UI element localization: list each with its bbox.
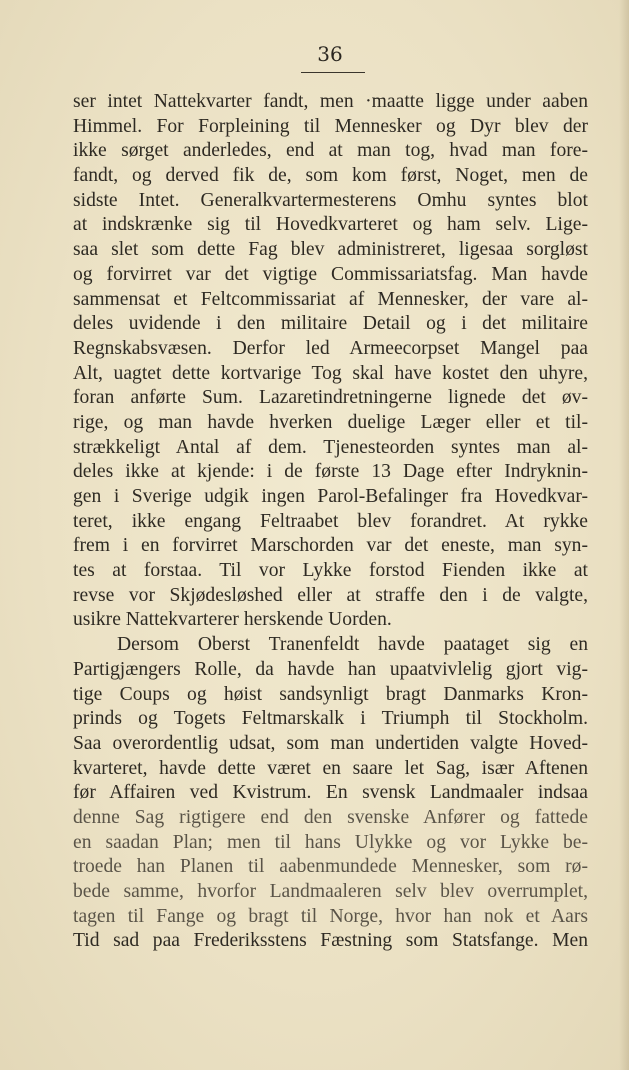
text-line: denne Sag rigtigere end den svenske Anfører og fattede (73, 806, 588, 828)
text-line: før Affairen ved Kvistrum. En svensk Landmaaler indsaa (73, 782, 588, 804)
text-line: ser intet Nattekvarter fandt, men ·maatte ligge under aaben (73, 91, 588, 112)
text-line: ikke sørget anderledes, end at man tog, hvad man fore- (73, 140, 588, 162)
page-number: 36 (317, 42, 343, 66)
text-line: tes at forstaa. Til vor Lykke forstod Fienden ikke at (73, 560, 588, 582)
text-line: fandt, og derved fik de, som kom først, Noget, men de (73, 165, 588, 187)
text-line: frem i en forvirret Marschorden var det eneste, man syn- (73, 535, 588, 557)
body-text (73, 90, 588, 954)
text-line: deles ikke at kjende: i de første 13 Dage efter Indryknin- (73, 461, 588, 483)
text-line: tagen til Fange og bragt til Norge, hvor han nok et Aars (73, 905, 588, 927)
text-line: bede samme, hvorfor Landmaaleren selv blev overrumplet, (73, 881, 588, 902)
text-line: Regnskabsvæsen. Derfor led Armeecorpset Mangel paa (73, 337, 588, 359)
text-line: Dersom Oberst Tranenfeldt havde paataget sig en (117, 634, 588, 656)
text-line: Himmel. For Forpleining til Mennesker og Dyr blev der (73, 115, 588, 137)
text-line: og forvirret var det vigtige Commissariatsfag. Man havde (73, 263, 588, 285)
text-line: Saa overordentlig udsat, som man undertiden valgte Hoved- (73, 732, 588, 754)
text-line: gen i Sverige udgik ingen Parol-Befalinger fra Hovedkvar- (73, 486, 588, 507)
text-line: prinds og Togets Feltmarskalk i Triumph til Stockholm. (73, 708, 588, 730)
page-edge-shadow (619, 0, 629, 1070)
text-line: rige, og man havde hverken duelige Læger eller et til- (73, 411, 588, 433)
text-line: sammensat et Feltcommissariat af Mennesker, der vare al- (73, 288, 588, 310)
text-line: saa slet som dette Fag blev administreret, ligesaa sorgløst (73, 239, 588, 261)
text-line: usikre Nattekvarterer herskende Uorden. (73, 609, 392, 631)
text-line: strækkeligt Antal af dem. Tjenesteorden syntes man al- (73, 436, 588, 458)
text-line: Tid sad paa Frederiksstens Fæstning som Statsfange. Men (73, 930, 588, 952)
text-line: Partigjængers Rolle, da havde han upaatvivlelig gjort vig- (73, 658, 588, 680)
text-line: en saadan Plan; men til hans Ulykke og vor Lykke be- (73, 831, 588, 853)
text-line: deles uvidende i den militaire Detail og i det militaire (73, 313, 588, 335)
text-line: revse vor Skjødesløshed eller at straffe den i de valgte, (73, 584, 588, 606)
text-line: at indskrænke sig til Hovedkvarteret og ham selv. Lige- (73, 214, 588, 236)
text-line: kvarteret, havde dette været en saare let Sag, især Aftenen (73, 757, 588, 779)
paragraph-2 (73, 633, 588, 954)
paragraph-1 (73, 90, 588, 633)
text-line: teret, ikke engang Feltraabet blev forandret. At rykke (73, 510, 588, 532)
text-line: troede han Planen til aabenmundede Mennesker, som rø- (73, 856, 588, 878)
text-line: tige Coups og høist sandsynligt bragt Danmarks Kron- (73, 683, 588, 705)
text-line: Alt, uagtet dette kortvarige Tog skal have kostet den uhyre, (73, 362, 588, 384)
text-line: sidste Intet. Generalkvartermesterens Omhu syntes blot (73, 189, 588, 211)
text-line: foran anførte Sum. Lazaretindretningerne lignede det øv- (73, 387, 588, 409)
page-number-rule (301, 72, 365, 73)
